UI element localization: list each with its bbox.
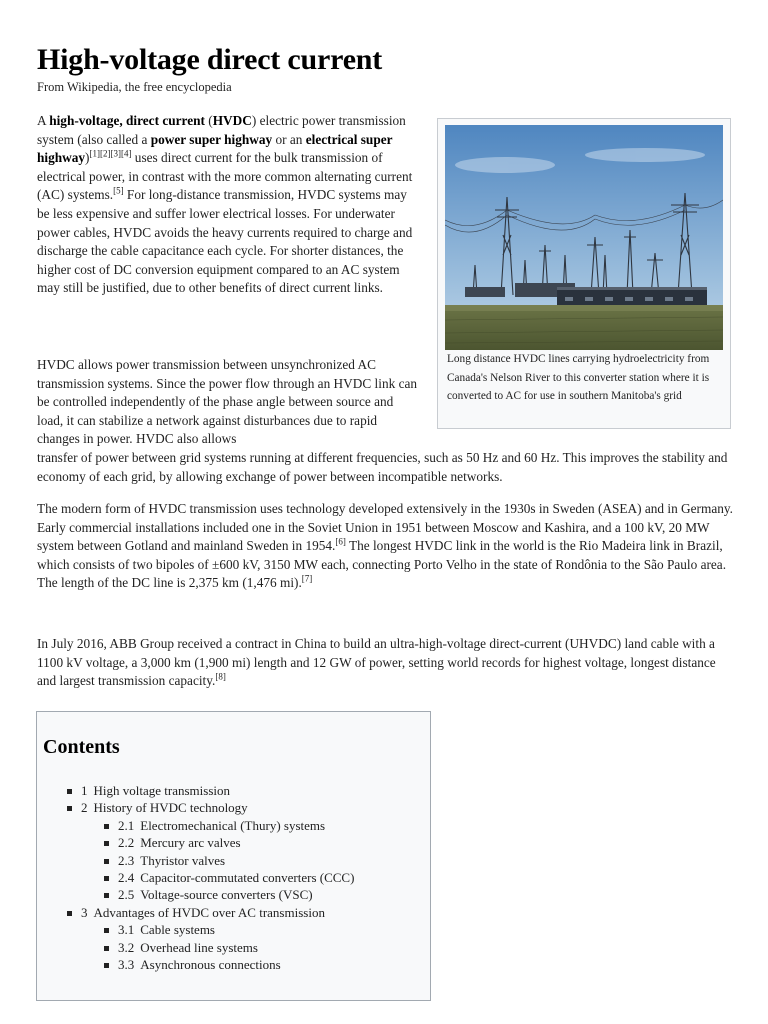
toc-number: 2	[81, 800, 88, 815]
toc-number: 3.1	[118, 922, 135, 937]
toc-label: Overhead line systems	[140, 940, 258, 955]
citation-link[interactable]: [3]	[110, 148, 121, 159]
intro-text: A	[37, 113, 50, 128]
toc-number: 3.2	[118, 940, 135, 955]
toc-number: 2.2	[118, 835, 135, 850]
toc-number: 3.3	[118, 957, 135, 972]
toc-label: Capacitor-commutated converters (CCC)	[140, 870, 355, 885]
intro-bold-term: power super highway	[150, 131, 273, 147]
citation-link[interactable]: [8]	[215, 671, 226, 682]
paragraph-text: In July 2016, ABB Group received a contract in China to build an ultra-high-voltage direct-current (UHVDC) land cable with a 1100 kV voltage, a 3,000 km (1,900 mi) length and 12 GW of power, setting world records for highest voltage, longest distance and largest transmission capacity.	[37, 636, 716, 689]
toc-label: Asynchronous connections	[140, 957, 281, 972]
intro-text: (	[204, 113, 213, 128]
intro-bold-abbr: HVDC	[212, 113, 252, 128]
toc-label: Cable systems	[140, 922, 215, 937]
toc-label: Voltage-source converters (VSC)	[140, 887, 313, 902]
toc-subitem[interactable]	[118, 939, 258, 956]
paragraph-text: transfer of power between grid systems running at different frequencies, such as 50 Hz and 60 Hz. This improves the stability and economy of each grid, by allowing exchange of power between incompatible networks.	[37, 449, 728, 484]
paragraph-text: The longest HVDC link in the world is the Rio Madeira link in Brazil, which consists of two bipoles of ±600 kV, 3150 MW each, connecting Porto Velho in the state of Rondônia to the São Paulo area. The length of the DC line is 2,375 km (1,476 mi).	[37, 538, 727, 591]
intro-paragraph	[37, 112, 420, 298]
citation-link[interactable]: [4]	[120, 148, 132, 159]
thumbnail-figure	[437, 118, 731, 429]
paragraph-4	[37, 635, 737, 691]
toc-subitem[interactable]	[118, 921, 215, 938]
intro-text: uses direct current for the bulk transmission of electrical power, in contrast with the more common alternating current (AC) systems.	[37, 150, 413, 203]
toc-label: High voltage transmission	[93, 783, 230, 798]
citation-link[interactable]: [7]	[301, 573, 313, 584]
toc-number: 3	[81, 905, 88, 920]
toc-number: 2.4	[118, 870, 135, 885]
citation-link[interactable]: [2]	[99, 148, 111, 159]
toc-item[interactable]	[81, 782, 230, 799]
toc-label: Advantages of HVDC over AC transmission	[93, 905, 325, 920]
toc-number: 2.3	[118, 853, 135, 868]
toc-heading: Contents	[43, 736, 120, 758]
toc-item[interactable]	[81, 799, 248, 816]
toc-label: Mercury arc valves	[140, 835, 241, 850]
table-of-contents	[36, 711, 431, 1001]
citation-link[interactable]: [5]	[113, 185, 124, 196]
toc-number: 2.5	[118, 887, 135, 902]
toc-subitem[interactable]	[118, 886, 313, 903]
intro-bold-term: electrical super highway	[37, 131, 393, 166]
toc-item[interactable]	[81, 904, 325, 921]
toc-subitem[interactable]	[118, 852, 225, 869]
paragraph-text: The modern form of HVDC transmission uses technology developed extensively in the 1930s in Sweden (ASEA) and in Germany. Early commercial installations included one in the Soviet Union in 1951 between Moscow and Kashira, and a 100 kV, 20 MW system between Gotland and mainland Sweden in 1954.	[37, 501, 733, 554]
citation-link[interactable]: [6]	[335, 536, 346, 547]
toc-subitem[interactable]	[118, 869, 354, 886]
toc-subitem[interactable]	[118, 956, 281, 973]
paragraph-text: HVDC allows power transmission between unsynchronized AC transmission systems. Since the power flow through an HVDC link can be controlled independently of the phase angle between source and load, it can stabilize a network against disturbances due to rapid changes in power. HVDC also allows	[37, 357, 418, 447]
toc-number: 1	[81, 783, 88, 798]
toc-label: Thyristor valves	[140, 853, 226, 868]
toc-label: History of HVDC technology	[93, 800, 248, 815]
page-title: High-voltage direct current	[37, 43, 383, 76]
intro-bold-term: high-voltage, direct current	[49, 113, 205, 128]
toc-label: Electromechanical (Thury) systems	[140, 818, 326, 833]
toc-subitem[interactable]	[118, 834, 241, 851]
converter-station-photo[interactable]	[445, 125, 723, 350]
intro-text: ) electric power transmission system (also called a	[37, 113, 406, 147]
intro-text: For long-distance transmission, HVDC systems may be less expensive and suffer lower electrical losses. For underwater power cables, HVDC avoids the heavy currents required to charge and discharge the cable capacitance each cycle. For shorter distances, the higher cost of DC conversion equipment compared to an AC system may still be justified, due to other benefits of direct current links.	[37, 187, 413, 296]
toc-number: 2.1	[118, 818, 135, 833]
figure-caption: Long distance HVDC lines carrying hydroelectricity from Canada's Nelson River to this converter station where it is converted to AC for use in southern Manitoba's grid	[447, 353, 710, 402]
intro-text: or an	[272, 131, 306, 147]
intro-text: )	[85, 150, 90, 166]
toc-subitem[interactable]	[118, 817, 325, 834]
page-subtitle: From Wikipedia, the free encyclopedia	[37, 80, 232, 94]
paragraph-3	[37, 500, 737, 593]
citation-link[interactable]: [1]	[89, 148, 100, 159]
